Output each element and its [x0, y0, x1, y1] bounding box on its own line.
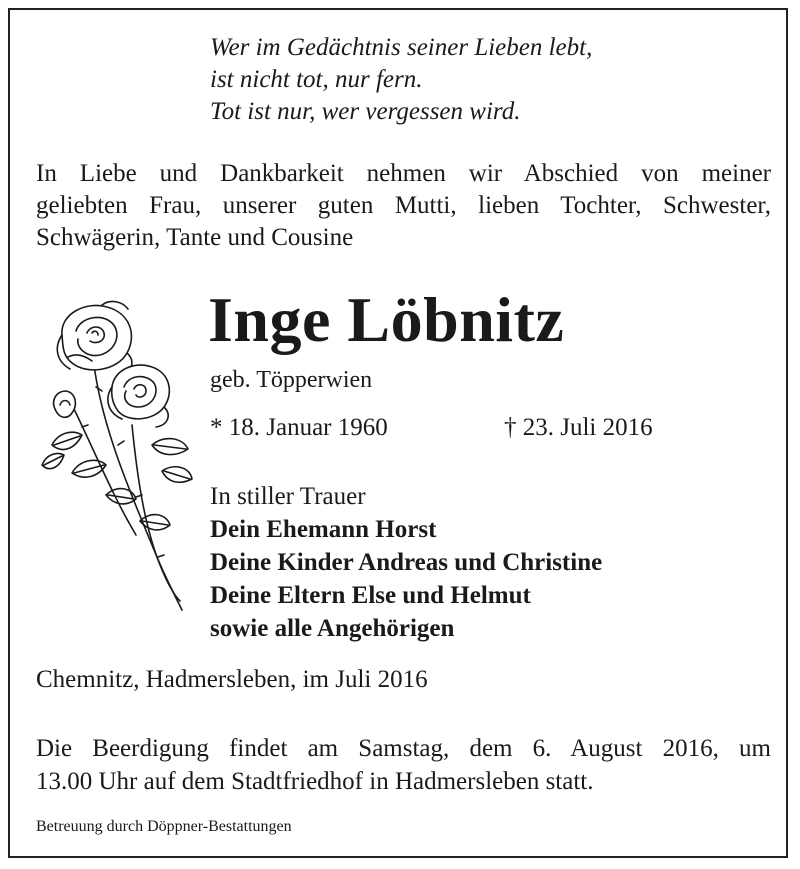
maiden-name: geb. Töpperwien [210, 367, 373, 393]
funeral-info [36, 732, 771, 798]
poem-line: ist nicht tot, nur fern. [210, 66, 423, 93]
roses-icon [32, 295, 202, 615]
memorial-poem [210, 32, 592, 128]
funeral-line: Die Beerdigung findet am Samstag, dem 6. August 2016, um [36, 735, 771, 762]
farewell-intro [36, 158, 771, 254]
undertaker-credit: Betreuung durch Döppner-Bestattungen [36, 818, 292, 835]
mourners-block [210, 480, 602, 645]
intro-line: geliebten Frau, unserer guten Mutti, lieben Tochter, Schwester, [36, 192, 771, 219]
mourner-line: sowie alle Angehörigen [210, 615, 455, 642]
intro-line: In Liebe und Dankbarkeit nehmen wir Abschied von meiner [36, 160, 771, 187]
mourner-line: Deine Kinder Andreas und Christine [210, 549, 603, 576]
funeral-line: 13.00 Uhr auf dem Stadtfriedhof in Hadmersleben statt. [36, 768, 594, 795]
mourner-line: Dein Ehemann Horst [210, 516, 437, 543]
birth-date: * 18. Januar 1960 [210, 414, 388, 441]
obituary-notice [8, 8, 788, 858]
intro-line: Schwägerin, Tante und Cousine [36, 224, 354, 251]
mourner-line: Deine Eltern Else und Helmut [210, 582, 531, 609]
poem-line: Wer im Gedächtnis seiner Lieben lebt, [210, 34, 593, 61]
place-date: Chemnitz, Hadmersleben, im Juli 2016 [36, 666, 428, 693]
deceased-name: Inge Löbnitz [208, 284, 565, 355]
poem-line: Tot ist nur, wer vergessen wird. [210, 98, 521, 125]
mourners-heading: In stiller Trauer [210, 483, 366, 510]
death-date: † 23. Juli 2016 [504, 414, 653, 441]
